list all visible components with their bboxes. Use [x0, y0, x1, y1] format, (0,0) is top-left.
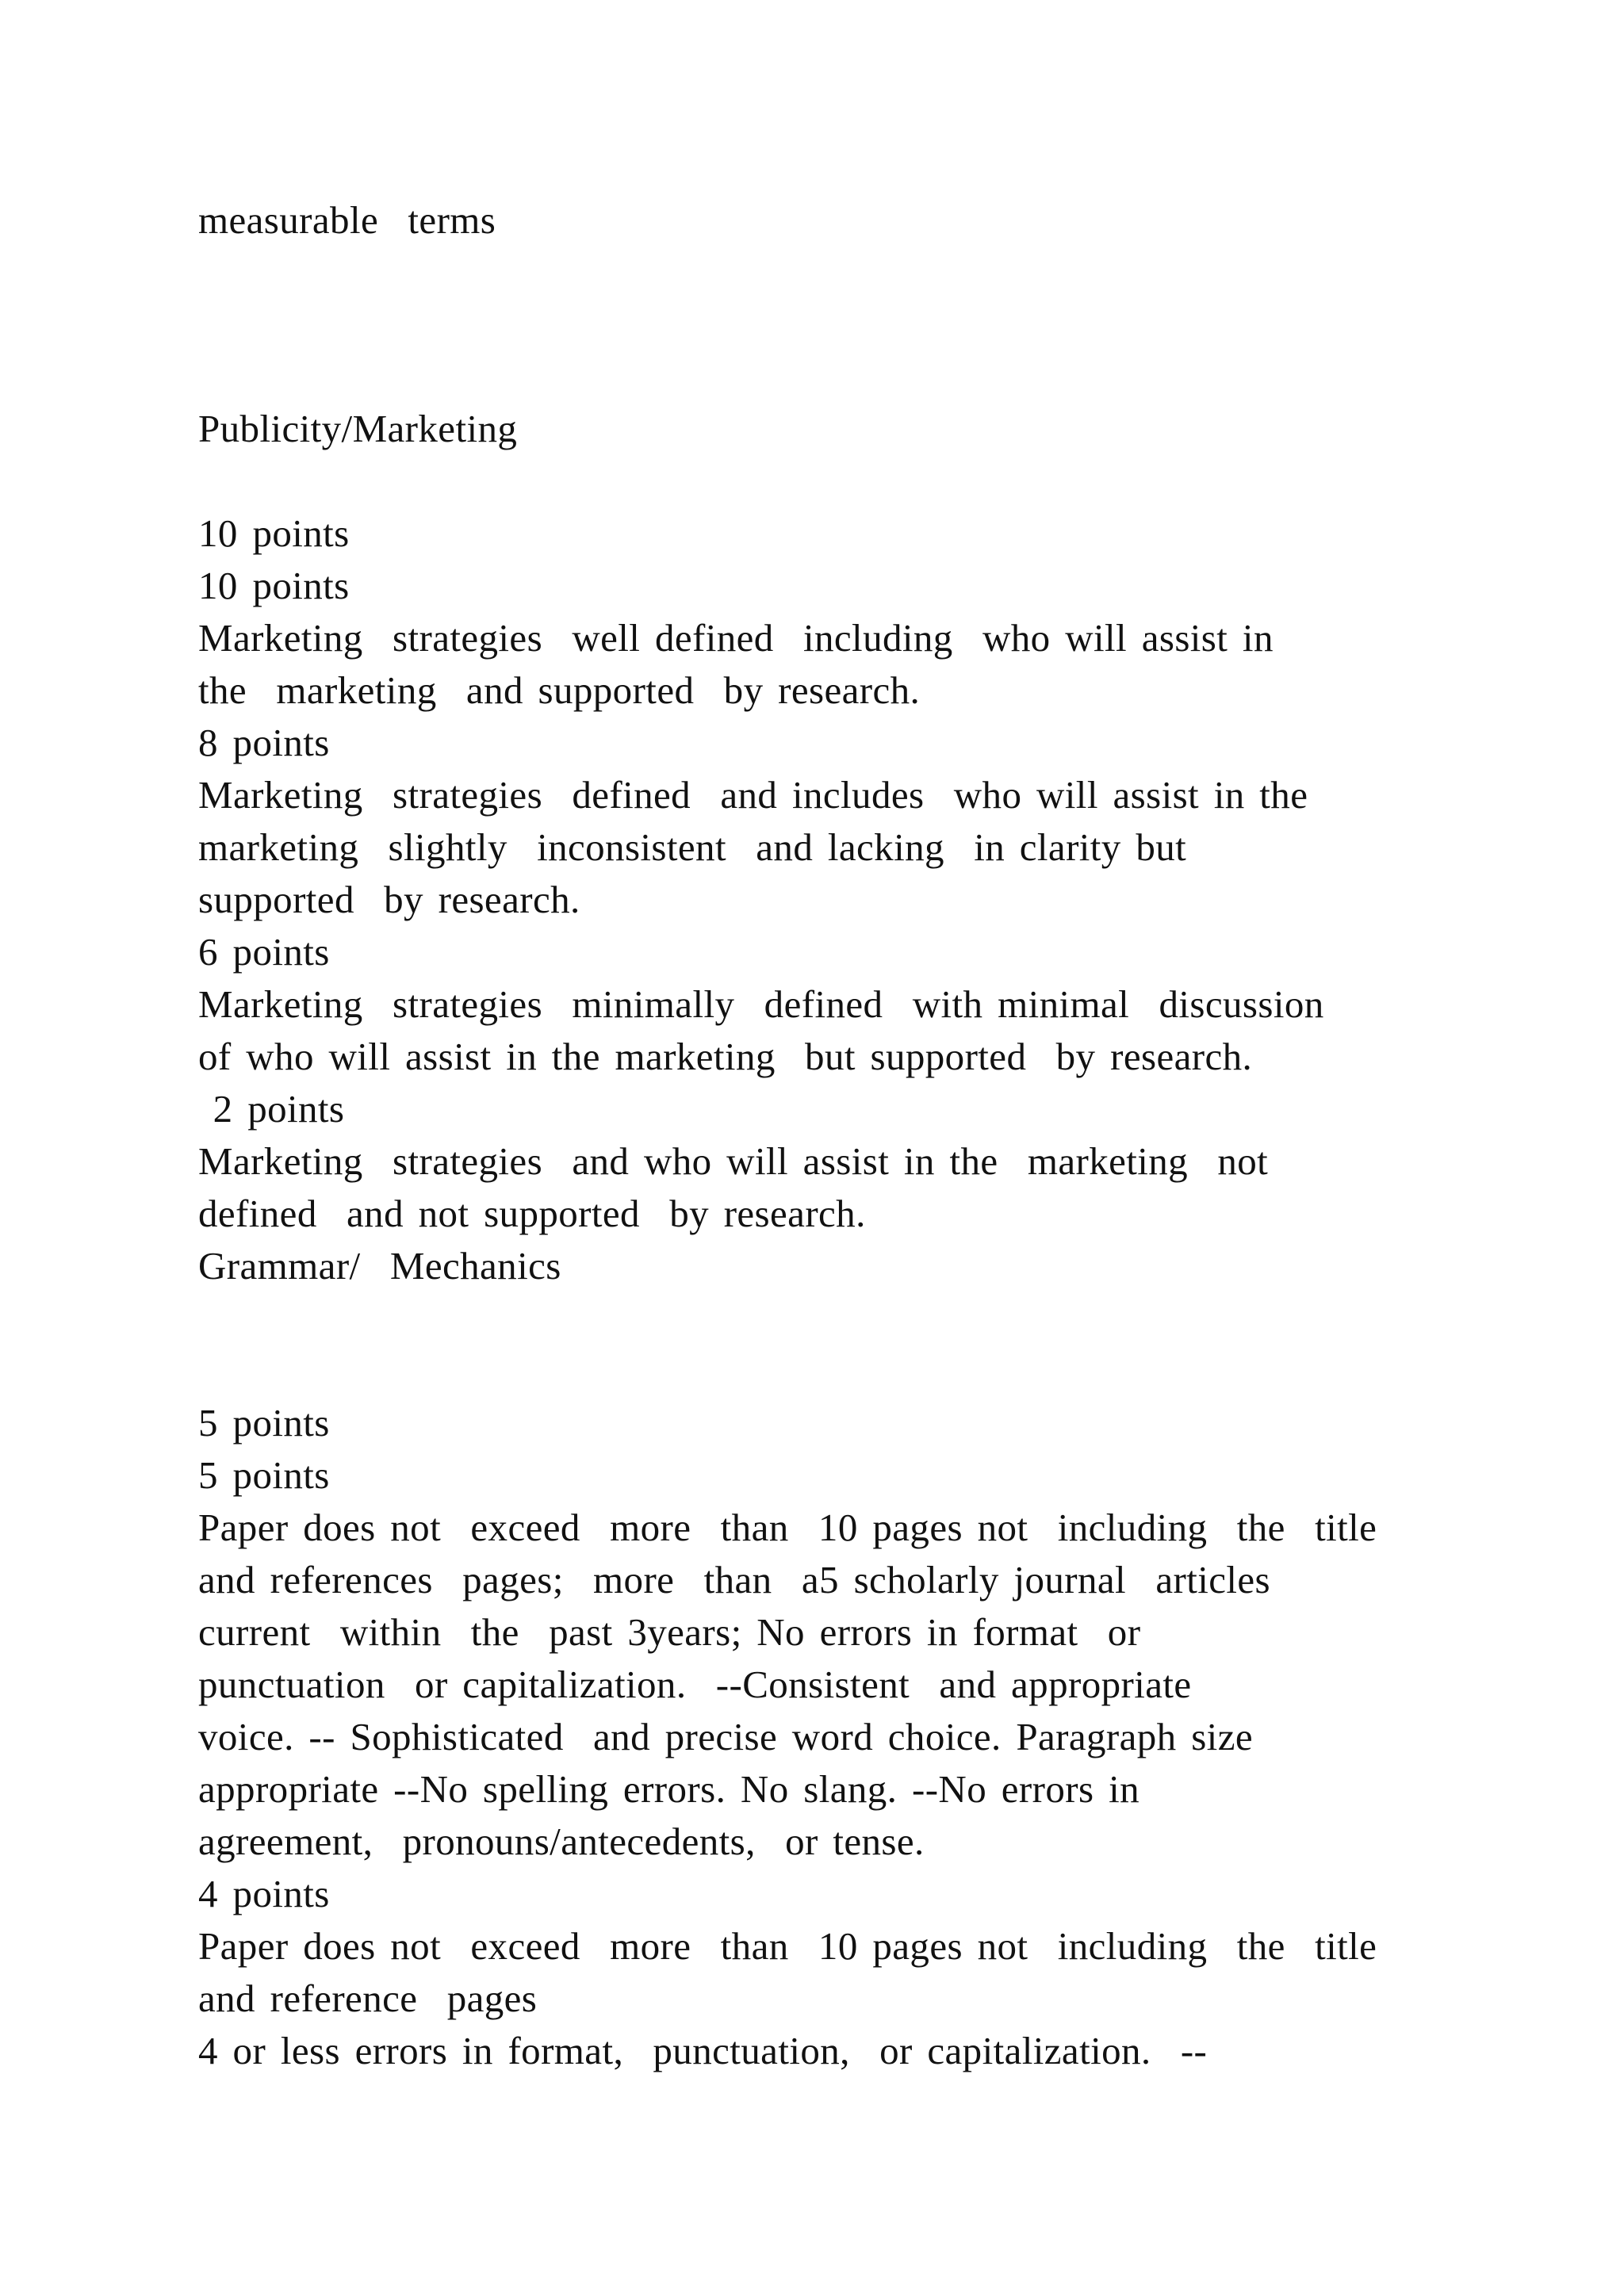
text-line: Marketing strategies well defined including who will assist in: [198, 616, 1274, 660]
text-line: punctuation or capitalization. --Consistent and appropriate: [198, 1663, 1192, 1706]
text-line: 10 points: [198, 564, 350, 607]
text-line: 2 points: [198, 1087, 345, 1131]
text-line: Paper does not exceed more than 10 pages not including the title: [198, 1506, 1377, 1549]
text-line: appropriate --No spelling errors. No slang. --No errors in: [198, 1767, 1139, 1811]
text-line: 5 points: [198, 1401, 330, 1445]
text-line: Marketing strategies and who will assist in the marketing not: [198, 1139, 1269, 1183]
text-line: of who will assist in the marketing but supported by research.: [198, 1035, 1253, 1078]
text-line: 10 points: [198, 511, 350, 555]
text-line: and references pages; more than a5 scholarly journal articles: [198, 1558, 1271, 1601]
text-line: Marketing strategies defined and includes who will assist in the: [198, 773, 1308, 817]
text-line: agreement, pronouns/antecedents, or tense.: [198, 1820, 925, 1863]
text-line: Marketing strategies minimally defined with minimal discussion: [198, 982, 1324, 1026]
text-line: defined and not supported by research.: [198, 1192, 866, 1235]
section-heading-publicity-marketing: Publicity/Marketing: [198, 407, 518, 450]
text-line: Paper does not exceed more than 10 pages not including the title: [198, 1924, 1377, 1968]
text-line: supported by research.: [198, 878, 580, 921]
text-line: current within the past 3years; No errors in format or: [198, 1610, 1141, 1654]
text-line: 8 points: [198, 721, 330, 764]
text-line: the marketing and supported by research.: [198, 668, 921, 712]
section-heading-grammar-mechanics: Grammar/ Mechanics: [198, 1244, 561, 1288]
text-line: and reference pages: [198, 1976, 538, 2020]
text-line: 6 points: [198, 930, 330, 974]
text-line: 5 points: [198, 1453, 330, 1497]
text-line: voice. -- Sophisticated and precise word choice. Paragraph size: [198, 1715, 1253, 1758]
text-line: 4 points: [198, 1872, 330, 1915]
text-line: 4 or less errors in format, punctuation, or capitalization. --: [198, 2029, 1208, 2072]
text-line: measurable terms: [198, 198, 496, 242]
text-line: marketing slightly inconsistent and lacking in clarity but: [198, 825, 1187, 869]
